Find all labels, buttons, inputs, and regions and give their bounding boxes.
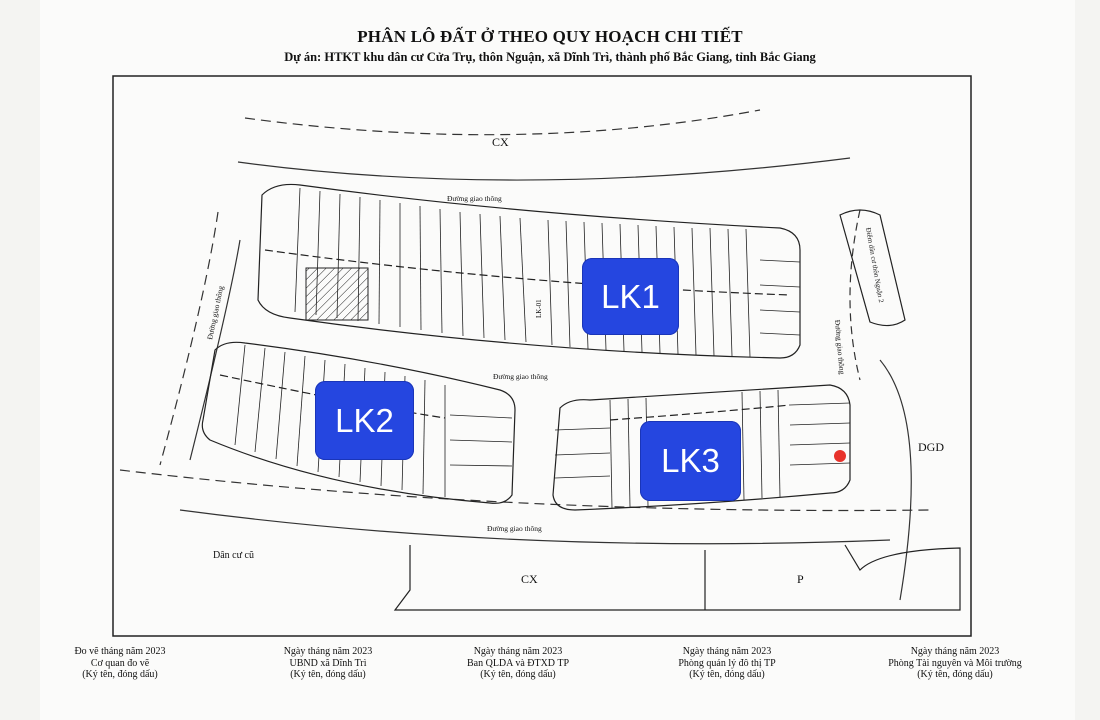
- hatched-lots: [306, 268, 368, 320]
- label-cx-bottom: CX: [521, 572, 538, 586]
- signature-org: Ban QLDA và ĐTXD TP: [466, 657, 570, 669]
- signature-date: Ngày tháng năm 2023: [682, 646, 772, 657]
- label-cx-top: CX: [492, 135, 509, 149]
- signature-date: Đo vẽ tháng năm 2023: [74, 646, 166, 657]
- signature-block-ubnd: [228, 646, 428, 681]
- label-p: P: [797, 572, 804, 586]
- signature-block-qldt: [627, 646, 827, 681]
- signature-date: Ngày tháng năm 2023: [473, 646, 563, 657]
- signature-org: Phòng Tài nguyên và Môi trường: [888, 657, 1022, 669]
- signature-block-ban-qlda: [418, 646, 618, 681]
- label-road-right: Đường giao thông: [833, 319, 847, 375]
- label-road-left: Đường giao thông: [205, 285, 226, 341]
- signature-date: Ngày tháng năm 2023: [283, 646, 373, 657]
- signature-note: (Ký tên, đóng dấu): [689, 669, 765, 680]
- signature-block-surveyor: [20, 646, 220, 681]
- signature-note: (Ký tên, đóng dấu): [290, 669, 366, 680]
- signature-org: Cơ quan đo vẽ: [90, 657, 150, 669]
- signature-note: (Ký tên, đóng dấu): [917, 669, 993, 680]
- location-marker: [834, 450, 846, 462]
- label-dan-cu-cu: Dân cư cũ: [213, 550, 254, 561]
- label-road-top: Đường giao thông: [447, 194, 502, 203]
- label-khu-dan-cu: Điểm dân cư thôn Nguận 2: [864, 226, 886, 304]
- label-road-bottom: Đường giao thông: [487, 524, 542, 533]
- label-lk01: LK-01: [535, 299, 543, 318]
- label-dgd: DGD: [918, 440, 944, 454]
- block-label-lk2: LK2: [315, 381, 414, 460]
- signature-note: (Ký tên, đóng dấu): [480, 669, 556, 680]
- map-title: PHÂN LÔ ĐẤT Ở THEO QUY HOẠCH CHI TIẾT: [357, 27, 743, 46]
- block-label-lk3: LK3: [640, 421, 741, 501]
- signature-org: Phòng quản lý đô thị TP: [678, 657, 776, 669]
- signature-date: Ngày tháng năm 2023: [910, 646, 1000, 657]
- block-lk1-lots: [295, 188, 800, 357]
- signature-block-tnmt: [855, 646, 1055, 681]
- label-road-middle: Đường giao thông: [493, 372, 548, 381]
- map-subtitle: Dự án: HTKT khu dân cư Cửa Trụ, thôn Nguận, xã Dĩnh Trì, thành phố Bắc Giang, tỉnh Bắc Giang: [284, 50, 816, 64]
- signature-note: (Ký tên, đóng dấu): [82, 669, 158, 680]
- signature-org: UBND xã Dĩnh Trì: [289, 657, 367, 669]
- block-label-lk1: LK1: [582, 258, 679, 335]
